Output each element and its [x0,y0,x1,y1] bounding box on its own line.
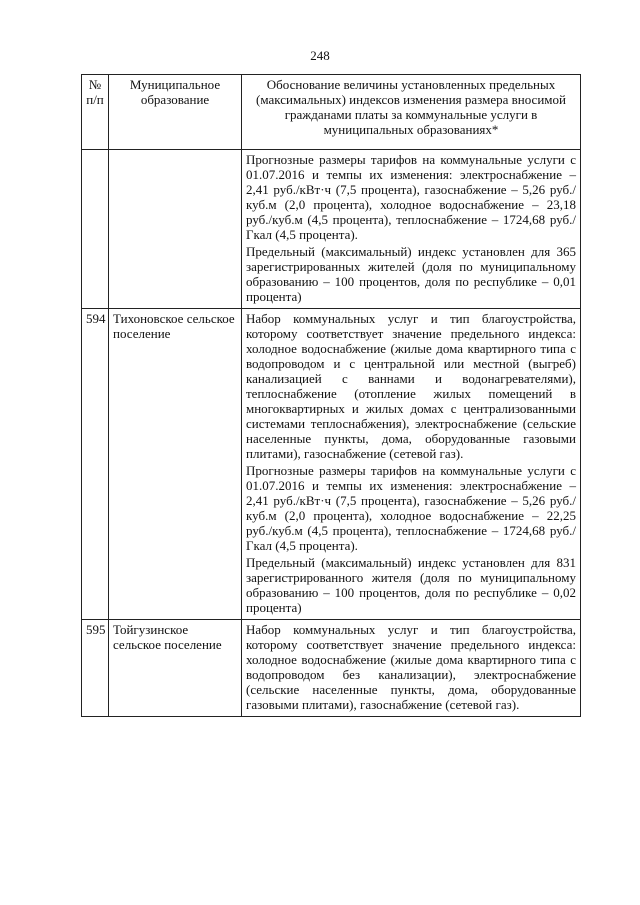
justification-paragraph: Предельный (максимальный) индекс установлен для 365 зарегистрированных жителей (доля по муниципальному образованию – 100 процентов, доля по республике – 0,01 процента) [246,244,576,304]
table-row [82,150,581,309]
row-number: 594 [82,309,109,620]
justification-paragraph: Прогнозные размеры тарифов на коммунальные услуги с 01.07.2016 и темпы их изменения: электроснабжение – 2,41 руб./кВт·ч (7,5 процента), газоснабжение – 5,26 руб./куб.м (2,0 процента), холодное водоснабжение – 22,25 руб./куб.м (4,5 процента), теплоснабжение – 1724,68 руб./Гкал (4,5 процента). [246,463,576,553]
row-municipality [109,150,242,309]
page-number: 248 [310,48,330,63]
header-number: № п/п [82,75,109,150]
row-municipality: Тихоновское сельское поселение [109,309,242,620]
row-number: 595 [82,620,109,717]
justification-paragraph: Прогнозные размеры тарифов на коммунальные услуги с 01.07.2016 и темпы их изменения: электроснабжение – 2,41 руб./кВт·ч (7,5 процента), газоснабжение – 5,26 руб./куб.м (2,0 процента), холодное водоснабжение – 23,18 руб./куб.м (4,5 процента), теплоснабжение – 1724,68 руб./Гкал (4,5 процента). [246,152,576,242]
tariff-table [81,74,581,717]
justification-paragraph: Предельный (максимальный) индекс установлен для 831 зарегистрированного жителя (доля по муниципальному образованию – 100 процентов, доля по республике – 0,02 процента) [246,555,576,615]
justification-paragraph: Набор коммунальных услуг и тип благоустройства, которому соответствует значение предельного индекса: холодное водоснабжение (жилые дома квартирного типа с водопроводом без канализации), электроснабжение (сельские населенные пункты, дома, оборудованные газовыми плитами), газоснабжение (сетевой газ). [246,622,576,712]
header-justification: Обоснование величины установленных предельных (максимальных) индексов изменения размера вносимой гражданами платы за коммунальные услуги в муниципальных образованиях* [242,75,581,150]
row-municipality: Тойгузинское сельское поселение [109,620,242,717]
table-header-row [82,75,581,150]
table-row [82,309,581,620]
row-justification [242,309,581,620]
header-municipality: Муниципальное образование [109,75,242,150]
justification-paragraph: Набор коммунальных услуг и тип благоустройства, которому соответствует значение предельного индекса: холодное водоснабжение (жилые дома квартирного типа с водопроводом и с центральной или местной (выгреб) канализацией с ваннами и водонагревателями), теплоснабжение (отопление жилых помещений в многоквартирных и жилых домах с централизованными системами теплоснабжения), электроснабжение (сельские населенные пункты, дома, оборудованные газовыми плитами), газоснабжение (сетевой газ). [246,311,576,461]
table-row [82,620,581,717]
row-justification [242,620,581,717]
row-number [82,150,109,309]
row-justification [242,150,581,309]
